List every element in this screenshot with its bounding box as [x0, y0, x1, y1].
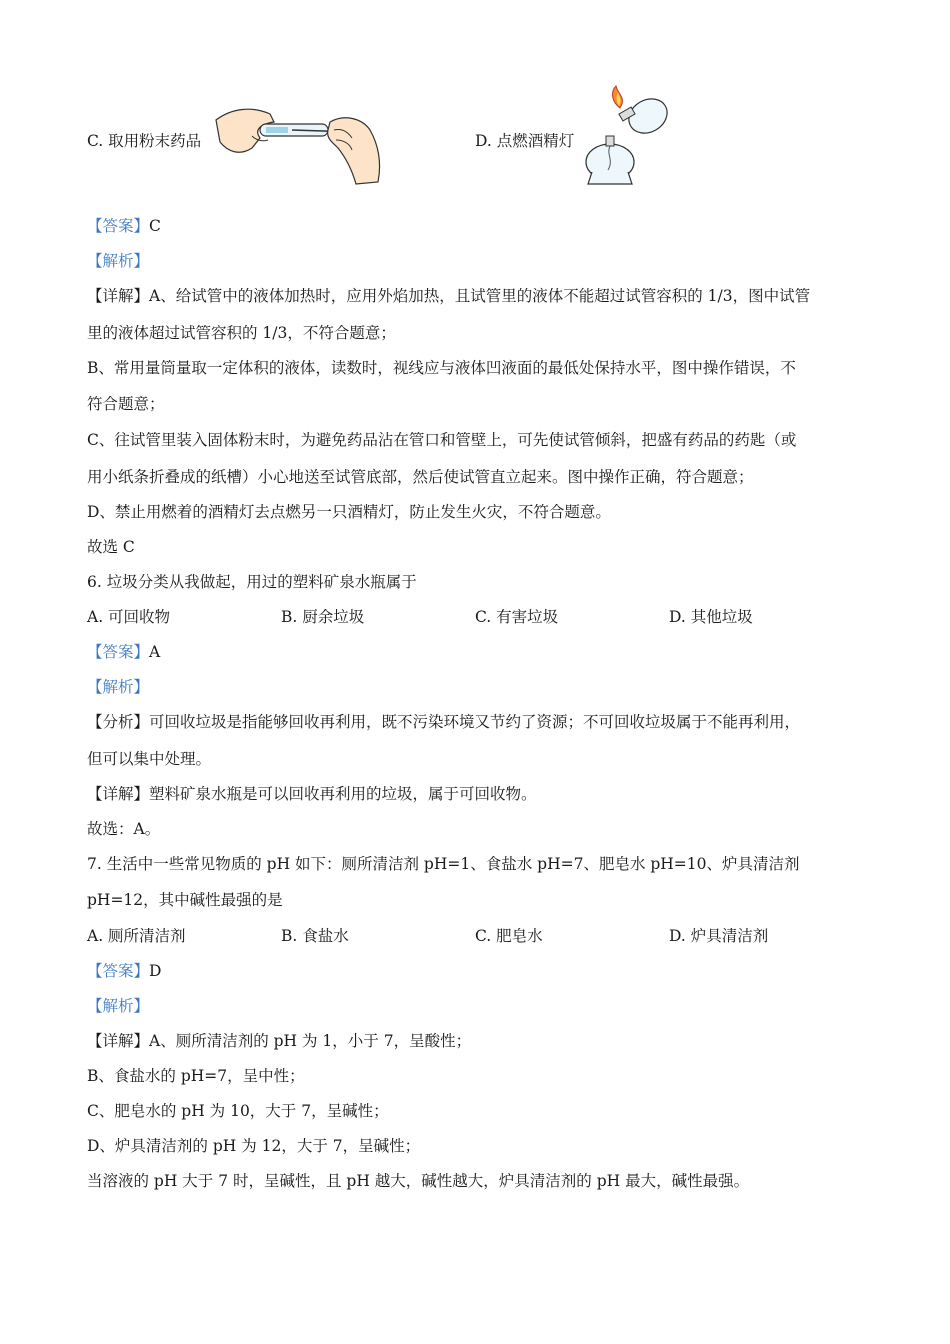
q6-answer [87, 642, 160, 662]
q5-analysis-tag [87, 251, 149, 271]
q6-detail [87, 784, 537, 804]
answer-value: D [149, 962, 162, 980]
detail-tag: 【详解】 [87, 287, 150, 305]
answer-value: A [149, 643, 161, 661]
detail-tag: 【详解】 [87, 1032, 150, 1050]
detail-text: A、给试管中的液体加热时，应用外焰加热，且试管里的液体不能超过试管容积的 1/3，图中试管 [149, 287, 811, 305]
q7-detail-a [87, 1031, 471, 1051]
q5-detail-d: D、禁止用燃着的酒精灯去点燃另一只酒精灯，防止发生火灾，不符合题意。 [87, 503, 611, 521]
q5-detail-b2: 符合题意； [87, 395, 165, 413]
q7-question-line1: 7. 生活中一些常见物质的 pH 如下：厕所清洁剂 pH=1、食盐水 pH=7、肥皂水 pH=10、炉具清洁剂 [87, 855, 800, 873]
analysis-tag: 【解析】 [87, 678, 150, 696]
q6-option-a: A. 可回收物 [87, 608, 171, 626]
q7-option-b: B. 食盐水 [281, 927, 349, 945]
q5-detail-a1 [87, 286, 810, 306]
alcohol-lamp-figure [582, 84, 676, 188]
detail-tag: 【详解】 [87, 785, 150, 803]
answer-tag: 【答案】 [87, 643, 150, 661]
q7-answer [87, 961, 161, 981]
q7-detail-c: C、肥皂水的 pH 为 10，大于 7，呈碱性； [87, 1102, 389, 1120]
fenxi-text: 可回收垃圾是指能够回收再利用，既不污染环境又节约了资源；不可回收垃圾属于不能再利用， [149, 713, 801, 731]
q6-question: 6. 垃圾分类从我做起，用过的塑料矿泉水瓶属于 [87, 573, 417, 591]
q6-fenxi1 [87, 712, 800, 732]
answer-value: C [149, 217, 161, 235]
q6-fenxi2: 但可以集中处理。 [87, 750, 212, 768]
q5-detail-b1: B、常用量筒量取一定体积的液体，读数时，视线应与液体凹液面的最低处保持水平，图中操作错误，不 [87, 359, 796, 377]
q5-detail-c2: 用小纸条折叠成的纸槽）小心地送至试管底部，然后使试管直立起来。图中操作正确，符合题意； [87, 468, 754, 486]
option-c-label: C. 取用粉末药品 [87, 132, 202, 150]
detail-text: 塑料矿泉水瓶是可以回收再利用的垃圾，属于可回收物。 [149, 785, 537, 803]
q7-question-line2: pH=12，其中碱性最强的是 [87, 891, 283, 909]
q6-option-b: B. 厨余垃圾 [281, 608, 365, 626]
answer-tag: 【答案】 [87, 217, 150, 235]
q7-option-c: C. 肥皂水 [475, 927, 543, 945]
fenxi-tag: 【分析】 [87, 713, 150, 731]
q7-analysis-tag [87, 996, 149, 1016]
q7-detail-d: D、炉具清洁剂的 pH 为 12，大于 7，呈碱性； [87, 1137, 421, 1155]
q5-answer [87, 216, 161, 236]
answer-tag: 【答案】 [87, 962, 150, 980]
q6-conclusion: 故选：A。 [87, 820, 161, 838]
q6-option-d: D. 其他垃圾 [669, 608, 753, 626]
q5-conclusion: 故选 C [87, 538, 135, 556]
q5-detail-a2: 里的液体超过试管容积的 1/3，不符合题意； [87, 324, 396, 342]
q7-detail-b: B、食盐水的 pH=7，呈中性； [87, 1067, 305, 1085]
analysis-tag: 【解析】 [87, 252, 150, 270]
q6-option-c: C. 有害垃圾 [475, 608, 559, 626]
powder-test-tube-figure [212, 100, 384, 188]
detail-text: A、厕所清洁剂的 pH 为 1，小于 7，呈酸性； [149, 1032, 472, 1050]
q7-option-d: D. 炉具清洁剂 [669, 927, 769, 945]
q7-summary: 当溶液的 pH 大于 7 时，呈碱性，且 pH 越大，碱性越大，炉具清洁剂的 pH 最大，碱性最强。 [87, 1172, 750, 1190]
q7-option-a: A. 厕所清洁剂 [87, 927, 186, 945]
analysis-tag: 【解析】 [87, 997, 150, 1015]
q5-detail-c1: C、往试管里装入固体粉末时，为避免药品沾在管口和管壁上，可先使试管倾斜，把盛有药品的药匙（或 [87, 431, 797, 449]
option-d-label: D. 点燃酒精灯 [475, 132, 575, 150]
q6-analysis-tag [87, 677, 149, 697]
